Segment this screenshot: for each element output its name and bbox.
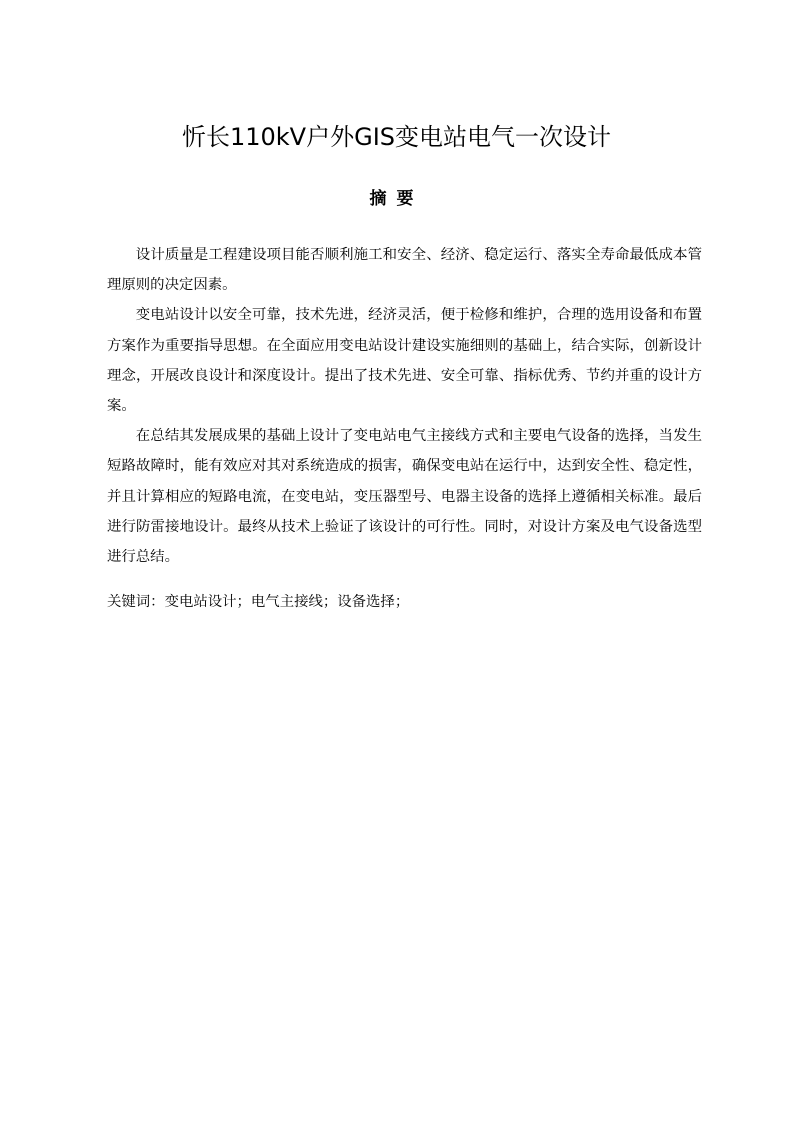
document-title: 忻长110kV户外GIS变电站电气一次设计 bbox=[181, 123, 612, 151]
keywords-line: 关键词：变电站设计；电气主接线；设备选择； bbox=[107, 594, 410, 610]
abstract-paragraph-1: 设计质量是工程建设项目能否顺利施工和安全、经济、稳定运行、落实全寿命最低成本管理原则的决定因素。 bbox=[107, 247, 702, 294]
abstract-heading: 摘要 bbox=[369, 189, 424, 209]
abstract-paragraph-2: 变电站设计以安全可靠，技术先进，经济灵活，便于检修和维护，合理的选用设备和布置方案作为重要指导思想。在全面应用变电站设计建设实施细则的基础上，结合实际，创新设计理念，开展改良设计和深度设计。提出了技术先进、安全可靠、指标优秀、节约并重的设计方案。 bbox=[107, 307, 702, 415]
abstract-paragraph-3: 在总结其发展成果的基础上设计了变电站电气主接线方式和主要电气设备的选择，当发生短路故障时，能有效应对其对系统造成的损害，确保变电站在运行中，达到安全性、稳定性，并且计算相应的短路电流，在变电站，变压器型号、电器主设备的选择上遵循相关标准。最后进行防雷接地设计。最终从技术上验证了该设计的可行性。同时，对设计方案及电气设备选型进行总结。 bbox=[107, 428, 702, 566]
abstract-body bbox=[107, 240, 702, 572]
